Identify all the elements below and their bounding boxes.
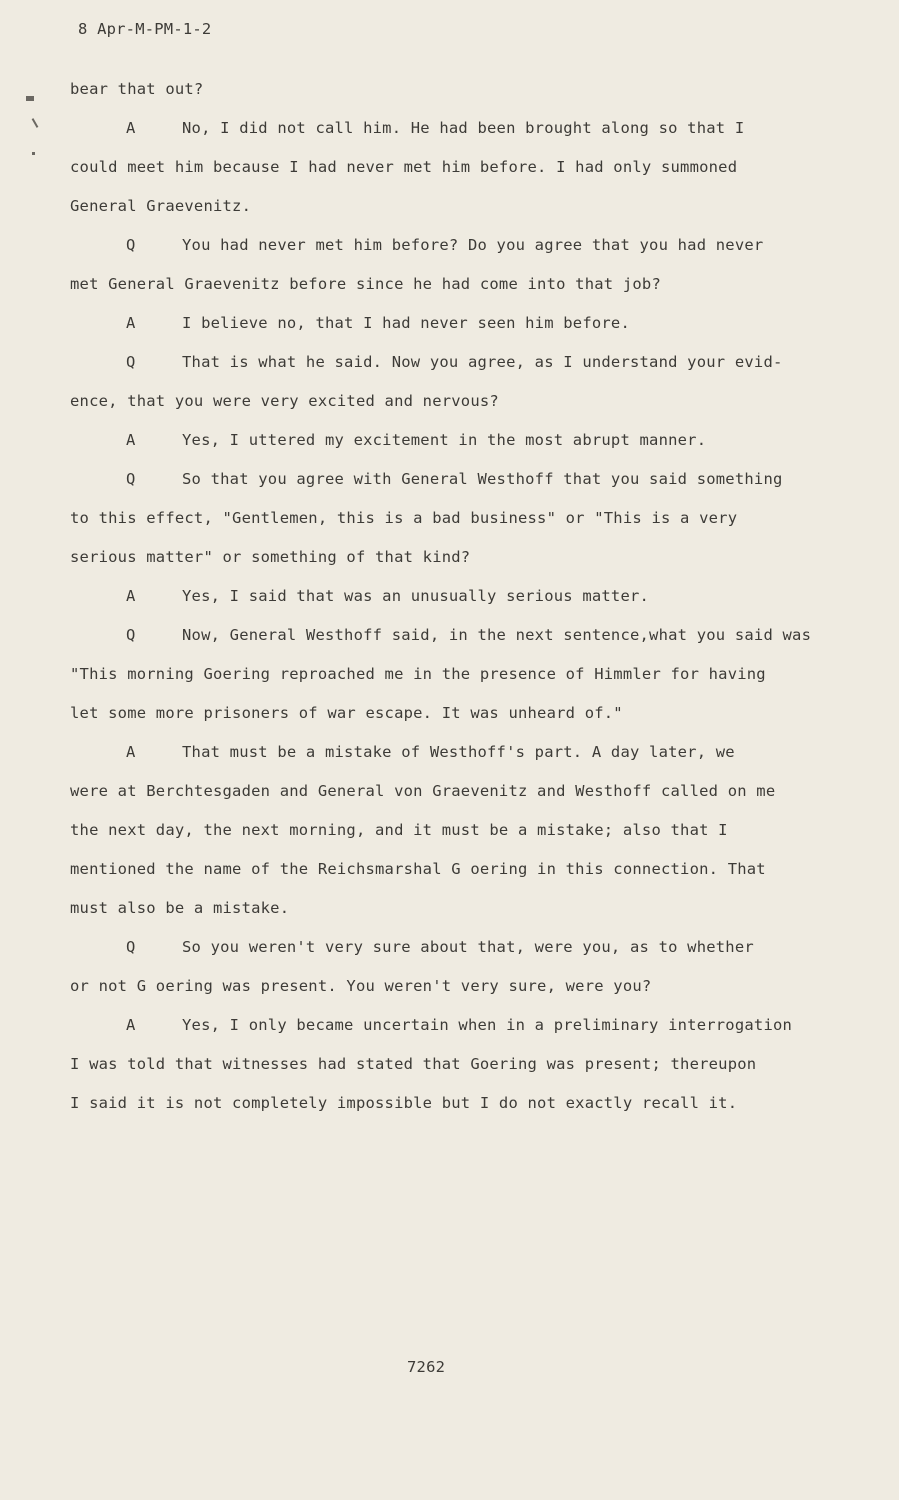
transcript-line (70, 1006, 830, 1045)
line-text: the next day, the next morning, and it must be a mistake; also that I (70, 821, 728, 839)
transcript-line (70, 577, 830, 616)
line-text: So you weren't very sure about that, were you, as to whether (182, 938, 754, 956)
line-text: You had never met him before? Do you agree that you had never (182, 236, 764, 254)
line-text: Yes, I only became uncertain when in a preliminary interrogation (182, 1016, 793, 1034)
speaker-label: A (126, 743, 136, 761)
transcript-line (70, 109, 830, 148)
transcript-line (70, 694, 830, 733)
transcript-line (70, 655, 830, 694)
transcript-line (70, 187, 830, 226)
page-header: 8 Apr-M-PM-1-2 (78, 20, 212, 38)
line-text: Yes, I said that was an unusually serious matter. (182, 587, 650, 605)
transcript-line (70, 226, 830, 265)
line-text: No, I did not call him. He had been brought along so that I (182, 119, 745, 137)
line-text: I said it is not completely impossible but I do not exactly recall it. (70, 1094, 738, 1112)
line-text: let some more prisoners of war escape. It was unheard of." (70, 704, 623, 722)
transcript-line (70, 889, 830, 928)
margin-mark (32, 152, 35, 155)
transcript-body (70, 70, 830, 1123)
transcript-line (70, 304, 830, 343)
line-text: Yes, I uttered my excitement in the most abrupt manner. (182, 431, 707, 449)
transcript-line (70, 1084, 830, 1123)
speaker-label: Q (126, 626, 136, 644)
transcript-line (70, 421, 830, 460)
line-text: So that you agree with General Westhoff that you said something (182, 470, 783, 488)
transcript-line (70, 499, 830, 538)
line-text: I was told that witnesses had stated that Goering was present; thereupon (70, 1055, 757, 1073)
speaker-label: A (126, 587, 136, 605)
speaker-label: Q (126, 353, 136, 371)
speaker-label: A (126, 431, 136, 449)
line-text: That is what he said. Now you agree, as I understand your evid- (182, 353, 783, 371)
line-text: could meet him because I had never met him before. I had only summoned (70, 158, 738, 176)
line-text: ence, that you were very excited and nervous? (70, 392, 499, 410)
line-text: General Graevenitz. (70, 197, 252, 215)
transcript-line (70, 772, 830, 811)
margin-mark (32, 118, 39, 128)
transcript-line (70, 967, 830, 1006)
line-text: met General Graevenitz before since he had come into that job? (70, 275, 661, 293)
transcript-line (70, 460, 830, 499)
transcript-line (70, 382, 830, 421)
speaker-label: Q (126, 938, 136, 956)
line-text: must also be a mistake. (70, 899, 290, 917)
transcript-line (70, 70, 830, 109)
transcript-line (70, 811, 830, 850)
line-text: That must be a mistake of Westhoff's part. A day later, we (182, 743, 735, 761)
speaker-label: A (126, 119, 136, 137)
speaker-label: Q (126, 470, 136, 488)
speaker-label: A (126, 1016, 136, 1034)
transcript-line (70, 616, 830, 655)
transcript-line (70, 343, 830, 382)
page-number: 7262 (407, 1358, 446, 1376)
line-text: mentioned the name of the Reichsmarshal G oering in this connection. That (70, 860, 766, 878)
line-text: serious matter" or something of that kind? (70, 548, 471, 566)
transcript-line (70, 1045, 830, 1084)
speaker-label: Q (126, 236, 136, 254)
transcript-line (70, 928, 830, 967)
line-text: to this effect, "Gentlemen, this is a bad business" or "This is a very (70, 509, 738, 527)
line-text: or not G oering was present. You weren't very sure, were you? (70, 977, 652, 995)
margin-mark (26, 96, 34, 101)
line-text: were at Berchtesgaden and General von Graevenitz and Westhoff called on me (70, 782, 776, 800)
transcript-line (70, 265, 830, 304)
speaker-label: A (126, 314, 136, 332)
transcript-line (70, 148, 830, 187)
transcript-line (70, 850, 830, 889)
line-text: bear that out? (70, 80, 204, 98)
transcript-line (70, 538, 830, 577)
line-text: "This morning Goering reproached me in the presence of Himmler for having (70, 665, 766, 683)
transcript-line (70, 733, 830, 772)
line-text: Now, General Westhoff said, in the next sentence,what you said was (182, 626, 812, 644)
line-text: I believe no, that I had never seen him before. (182, 314, 630, 332)
